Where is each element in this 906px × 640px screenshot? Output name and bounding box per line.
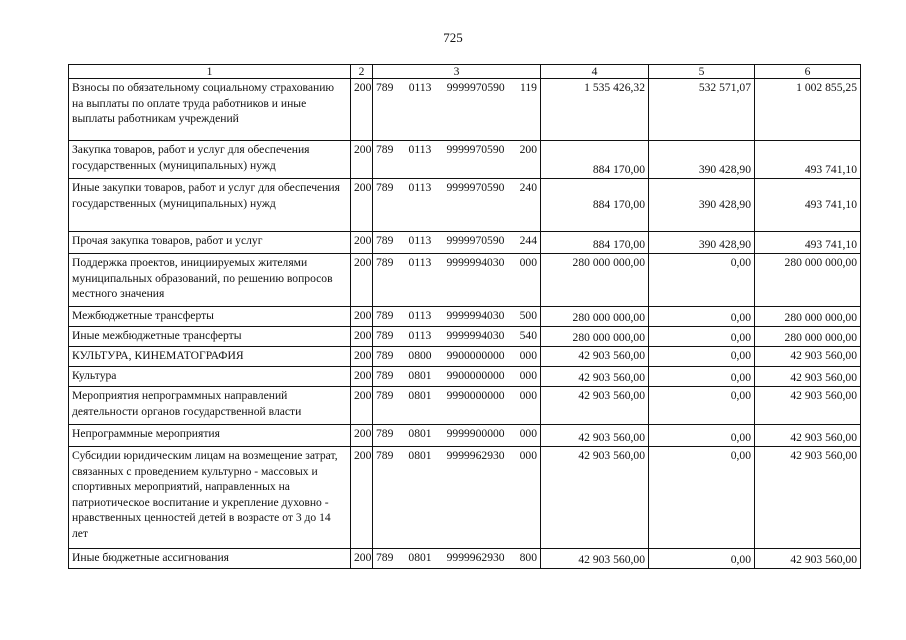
table-row [69,232,861,254]
row-budget-code [373,327,541,347]
row-name: Субсидии юридическим лицам на возмещение затрат, связанных с проведением культурно - массовых и спортивных мероприятий, направленных на патриотическое воспитание и укрепление духовно - нравственных ценностей детей в возрасте от 3 до 14 лет [69,447,351,549]
column-header-5: 5 [649,65,755,79]
budget-table [68,64,861,569]
row-name: Культура [69,367,351,387]
code-ministry: 789 [376,309,394,322]
row-value-5: 0,00 [649,387,755,425]
row-value-5: 0,00 [649,254,755,307]
code-ministry: 789 [376,143,394,156]
row-group-code: 200 [351,347,373,367]
code-section: 0801 [408,369,432,382]
code-expense-type: 000 [519,449,537,462]
column-header-3: 3 [373,65,541,79]
row-value-4: 42 903 560,00 [541,367,649,387]
column-header-2: 2 [351,65,373,79]
code-ministry: 789 [376,349,394,362]
code-ministry: 789 [376,389,394,402]
code-expense-type: 000 [519,427,537,440]
table-row [69,549,861,569]
row-value-6: 280 000 000,00 [755,327,861,347]
table-header-row [69,65,861,79]
page-number: 725 [443,30,463,45]
table-row [69,327,861,347]
code-target: 9999962930 [446,551,505,564]
row-name: Межбюджетные трансферты [69,307,351,327]
code-section: 0113 [408,234,432,247]
row-value-5: 390 428,90 [649,232,755,254]
code-target: 9999994030 [446,309,505,322]
row-group-code: 200 [351,179,373,232]
code-expense-type: 000 [519,389,537,402]
table-row [69,387,861,425]
row-value-5: 0,00 [649,347,755,367]
row-value-6: 42 903 560,00 [755,447,861,549]
row-group-code: 200 [351,307,373,327]
column-header-4: 4 [541,65,649,79]
code-section: 0800 [408,349,432,362]
code-section: 0801 [408,427,432,440]
table-row [69,347,861,367]
row-value-6: 493 741,10 [755,179,861,232]
row-value-5: 0,00 [649,307,755,327]
row-value-5: 0,00 [649,367,755,387]
row-value-4: 884 170,00 [541,232,649,254]
row-budget-code [373,141,541,179]
row-value-6: 42 903 560,00 [755,347,861,367]
row-budget-code [373,179,541,232]
code-expense-type: 540 [519,329,537,342]
row-group-code: 200 [351,327,373,347]
row-value-5: 390 428,90 [649,179,755,232]
code-expense-type: 244 [519,234,537,247]
row-value-5: 0,00 [649,447,755,549]
code-target: 9999900000 [446,427,505,440]
row-value-6: 42 903 560,00 [755,549,861,569]
row-value-5: 0,00 [649,327,755,347]
code-expense-type: 800 [519,551,537,564]
row-value-6: 280 000 000,00 [755,307,861,327]
row-budget-code [373,307,541,327]
row-name: Мероприятия непрограммных направлений деятельности органов государственной власти [69,387,351,425]
table-row [69,447,861,549]
code-expense-type: 200 [519,143,537,156]
row-value-6: 1 002 855,25 [755,79,861,141]
code-section: 0801 [408,389,432,402]
row-group-code: 200 [351,447,373,549]
row-value-6: 42 903 560,00 [755,367,861,387]
row-budget-code [373,425,541,447]
row-value-4: 280 000 000,00 [541,327,649,347]
code-target: 9990000000 [446,389,505,402]
code-expense-type: 000 [519,369,537,382]
table-row [69,141,861,179]
code-expense-type: 000 [519,349,537,362]
code-ministry: 789 [376,234,394,247]
code-target: 9999970590 [446,81,505,94]
code-expense-type: 240 [519,181,537,194]
row-value-6: 280 000 000,00 [755,254,861,307]
code-target: 9999970590 [446,234,505,247]
code-section: 0113 [408,143,432,156]
row-value-4: 42 903 560,00 [541,549,649,569]
row-group-code: 200 [351,367,373,387]
row-name: КУЛЬТУРА, КИНЕМАТОГРАФИЯ [69,347,351,367]
row-budget-code [373,232,541,254]
row-value-4: 884 170,00 [541,141,649,179]
table-row [69,79,861,141]
row-value-4: 1 535 426,32 [541,79,649,141]
table-row [69,179,861,232]
code-section: 0113 [408,309,432,322]
row-group-code: 200 [351,387,373,425]
column-header-1: 1 [69,65,351,79]
column-header-6: 6 [755,65,861,79]
row-budget-code [373,549,541,569]
code-ministry: 789 [376,81,394,94]
row-value-4: 42 903 560,00 [541,347,649,367]
row-group-code: 200 [351,549,373,569]
code-expense-type: 119 [520,81,537,94]
row-name: Прочая закупка товаров, работ и услуг [69,232,351,254]
code-target: 9900000000 [446,369,505,382]
code-target: 9900000000 [446,349,505,362]
code-ministry: 789 [376,449,394,462]
code-section: 0113 [408,181,432,194]
row-budget-code [373,447,541,549]
code-target: 9999994030 [446,256,505,269]
code-section: 0801 [408,449,432,462]
row-name: Закупка товаров, работ и услуг для обеспечения государственных (муниципальных) нужд [69,141,351,179]
code-ministry: 789 [376,551,394,564]
table-row [69,254,861,307]
code-target: 9999970590 [446,181,505,194]
row-value-6: 42 903 560,00 [755,387,861,425]
table-row [69,367,861,387]
row-value-6: 42 903 560,00 [755,425,861,447]
row-group-code: 200 [351,232,373,254]
row-value-5: 532 571,07 [649,79,755,141]
row-name: Иные межбюджетные трансферты [69,327,351,347]
row-name: Непрограммные мероприятия [69,425,351,447]
code-target: 9999962930 [446,449,505,462]
table-row [69,307,861,327]
row-group-code: 200 [351,254,373,307]
code-section: 0113 [408,329,432,342]
row-name: Иные закупки товаров, работ и услуг для обеспечения государственных (муниципальных) нужд [69,179,351,232]
row-value-6: 493 741,10 [755,232,861,254]
code-target: 9999994030 [446,329,505,342]
row-value-4: 42 903 560,00 [541,447,649,549]
code-section: 0801 [408,551,432,564]
table-row [69,425,861,447]
code-ministry: 789 [376,256,394,269]
code-ministry: 789 [376,369,394,382]
code-section: 0113 [408,256,432,269]
code-expense-type: 500 [519,309,537,322]
row-value-6: 493 741,10 [755,141,861,179]
row-value-4: 280 000 000,00 [541,307,649,327]
row-value-5: 0,00 [649,425,755,447]
code-ministry: 789 [376,181,394,194]
row-value-4: 42 903 560,00 [541,387,649,425]
code-ministry: 789 [376,329,394,342]
code-expense-type: 000 [519,256,537,269]
row-value-5: 390 428,90 [649,141,755,179]
row-name: Иные бюджетные ассигнования [69,549,351,569]
row-value-4: 42 903 560,00 [541,425,649,447]
row-name: Взносы по обязательному социальному страхованию на выплаты по оплате труда работников и иные выплаты работникам учреждений [69,79,351,141]
row-value-5: 0,00 [649,549,755,569]
code-section: 0113 [408,81,432,94]
row-value-4: 884 170,00 [541,179,649,232]
row-group-code: 200 [351,425,373,447]
row-name: Поддержка проектов, инициируемых жителями муниципальных образований, по решению вопросов местного значения [69,254,351,307]
row-budget-code [373,254,541,307]
row-budget-code [373,367,541,387]
row-value-4: 280 000 000,00 [541,254,649,307]
row-budget-code [373,387,541,425]
code-target: 9999970590 [446,143,505,156]
row-group-code: 200 [351,79,373,141]
row-budget-code [373,347,541,367]
row-budget-code [373,79,541,141]
row-group-code: 200 [351,141,373,179]
code-ministry: 789 [376,427,394,440]
